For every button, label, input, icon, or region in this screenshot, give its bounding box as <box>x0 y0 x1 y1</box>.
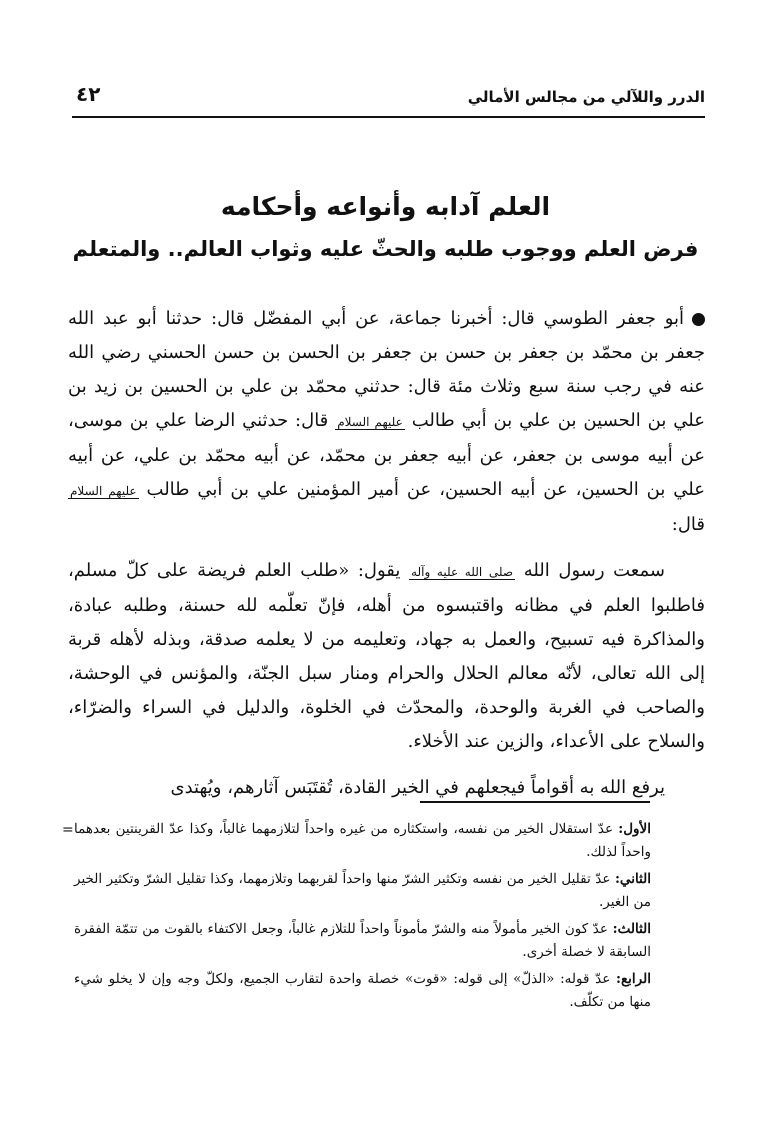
honorific-glyph: صلى الله عليه وآله <box>411 565 514 579</box>
isnad-text-3: قال: <box>671 514 705 535</box>
footnote-text: عدّ كون الخير مأمولاً منه والشرّ مأموناً واحداً للتلازم غالباً، وجعل الاكتفاء بالقوت من تتمّة الفقرة السابقة لا خصلة أخرى. <box>74 921 651 960</box>
footnote-item <box>74 968 651 1014</box>
footnote-item <box>74 918 651 964</box>
footnote-text: عدّ قوله: «الذلّ» إلى قوله: «قوت» خصلة واحدة لتقارب الجميع، ولكلّ وجه وإن لا يخلو شيء منها من تكلّف. <box>74 971 651 1010</box>
footnote-text: عدّ استقلال الخير من نفسه، واستكثاره من غيره واحداً لتلازمهما غالباً، وكذا عدّ القرينتين بعدهما واحداً لذلك. <box>74 821 651 860</box>
main-text <box>68 302 705 817</box>
footnote-item <box>74 868 651 914</box>
footnote-label: الثاني: <box>614 871 651 887</box>
footnote-item <box>74 818 651 864</box>
hadith-paragraph <box>68 554 705 759</box>
footnote-continuation-marker: = <box>62 822 74 838</box>
chapter-title: العلم آدابه وأنواعه وأحكامه <box>220 192 551 221</box>
narration-paragraph <box>68 302 705 542</box>
footnote-label: الأول: <box>618 821 651 837</box>
isnad-text-1: أبو جعفر الطوسي قال: أخبرنا جماعة، عن أبي المفضّل قال: حدثنا أبو عبد الله جعفر بن محمّد بن جعفر بن حسن بن جعفر بن الحسن بن حسن الحسني رضي الله عنه في رجب سنة سبع وثلاث مئة قال: حدثني محمّد بن علي بن الحسين بن زيد بن علي بن الحسين بن علي بن أبي طالب <box>68 308 705 431</box>
page-number: ٤٢ <box>76 82 101 106</box>
honorific-glyph: عليهم السلام <box>70 484 137 498</box>
hadith-intro: سمعت رسول الله <box>523 560 665 581</box>
isnad-text-2: قال: حدثني الرضا علي بن موسى، عن أبيه موسى بن جعفر، عن أبيه جعفر بن محمّد، عن أبيه محمّد بن علي، عن أبيه علي بن الحسين، عن أبيه الحسين، عن أمير المؤمنين علي بن أبي طالب <box>68 410 705 500</box>
book-title: الدرر واللآلي من مجالس الأمالي <box>467 88 705 106</box>
footnote-text: عدّ تقليل الخير من نفسه وتكثير الشرّ منها واحداً لقربهما وتلازمهما، وكذا تقليل الشرّ وتكثير الخير من الغير. <box>74 871 651 910</box>
footnote-separator <box>420 801 650 803</box>
hadith-text: يقول: «طلب العلم فريضة على كلّ مسلم، فاطلبوا العلم في مظانه واقتبسوه من أهله، فإنّ تعلّمه لله حسنة، وطلبه عبادة، والمذاكرة فيه تسبيح، والعمل به جهاد، وتعليمه من لا يعلمه صدقة، وبذله لأهله قربة إلى الله تعالى، لأنّه معالم الحلال والحرام ومنار سبل الجنّة، والمؤنس في الوحشة، والصاحب في الغربة والوحدة، والمحدّث في الخلوة، والدليل في السراء والضرّاء، والسلاح على الأعداء، والزين عند الأخلاء. <box>68 560 705 752</box>
footnote-label: الرابع: <box>616 971 651 987</box>
running-header <box>72 82 705 118</box>
footnotes <box>74 818 651 1018</box>
bullet-icon <box>692 313 705 326</box>
continuation-paragraph: يرفع الله به أقواماً فيجعلهم في الخير القادة، تُقتَبَس آثارهم، ويُهتدى <box>170 777 665 798</box>
footnote-label: الثالث: <box>612 921 651 937</box>
chapter-subtitle: فرض العلم ووجوب طلبه والحثّ عليه وثواب العالم.. والمتعلم <box>72 237 699 261</box>
honorific-glyph: عليهم السلام <box>337 415 403 429</box>
